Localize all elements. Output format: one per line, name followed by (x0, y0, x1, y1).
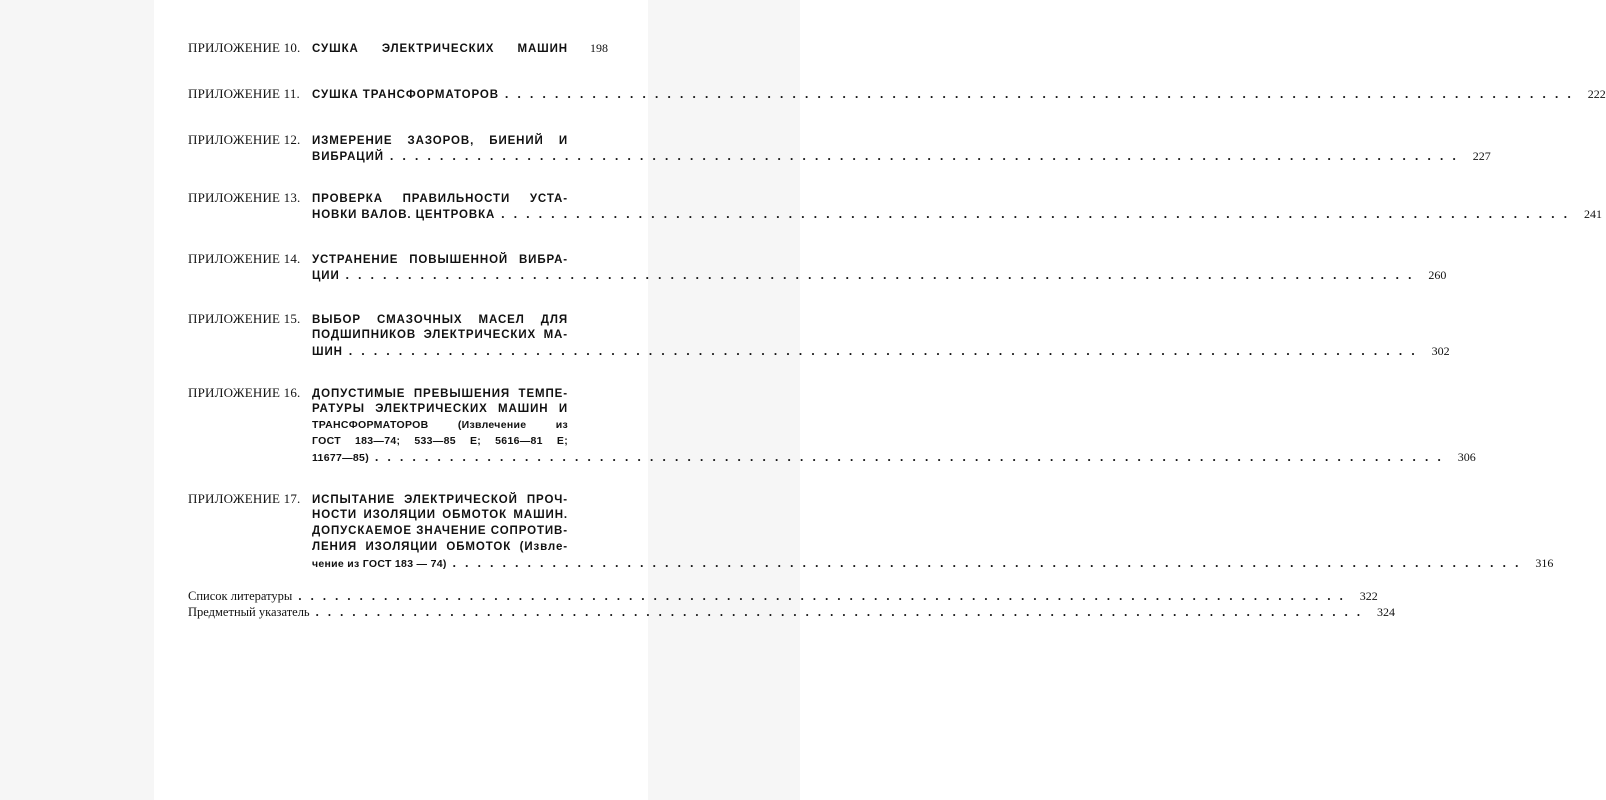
page-number: 324 (1377, 605, 1396, 619)
dot-leader (501, 206, 1570, 222)
appendix-label: ПРИЛОЖЕНИЕ 15. (188, 311, 301, 326)
entry-title-line: ДОПУСКАЕМОЕ ЗНАЧЕНИЕ СОПРОТИВ- (312, 525, 568, 537)
toc-entry-10[interactable] (188, 40, 608, 56)
entry-title-line: ЛЕНИЯ ИЗОЛЯЦИИ ОБМОТОК (Извле- (312, 541, 568, 553)
page-number: 227 (1472, 149, 1491, 163)
page-number: 322 (1359, 589, 1378, 603)
entry-title-line: ПРОВЕРКА ПРАВИЛЬНОСТИ УСТА- (312, 193, 568, 205)
entry-title-line: ВИБРАЦИЙ (312, 151, 384, 163)
appendix-label: ПРИЛОЖЕНИЕ 17. (188, 491, 301, 506)
appendix-label: ПРИЛОЖЕНИЕ 13. (188, 190, 301, 205)
page-margin-right (648, 0, 800, 800)
toc-misc-list (188, 588, 1396, 620)
appendix-label: ПРИЛОЖЕНИЕ 12. (188, 132, 301, 147)
entry-title-line: ИСПЫТАНИЕ ЭЛЕКТРИЧЕСКОЙ ПРОЧ- (312, 494, 568, 506)
entry-title-line: НОСТИ ИЗОЛЯЦИИ ОБМОТОК МАШИН. (312, 509, 568, 521)
page-number: 306 (1457, 450, 1476, 464)
dot-leader (316, 604, 1363, 620)
toc-entry-15[interactable] (188, 311, 1450, 359)
dot-leader (349, 343, 1418, 359)
dot-leader (390, 148, 1459, 164)
appendix-label: ПРИЛОЖЕНИЕ 10. (188, 40, 301, 55)
toc-entry-14[interactable] (188, 251, 1447, 283)
entry-title-line: СУШКА ТРАНСФОРМАТОРОВ (312, 89, 499, 101)
entry-title-line: ТРАНСФОРМАТОРОВ (Извлечение из (312, 419, 568, 431)
toc-entry-16[interactable] (188, 385, 1476, 465)
dot-leader (298, 588, 1345, 604)
entry-title-line: РАТУРЫ ЭЛЕКТРИЧЕСКИХ МАШИН И (312, 403, 568, 415)
entry-title-line: ГОСТ 183—74; 533—85 Е; 5616—81 Е; (312, 435, 568, 447)
page-number: 198 (590, 41, 608, 55)
appendix-label: ПРИЛОЖЕНИЕ 14. (188, 251, 301, 266)
toc-entry-17[interactable] (188, 491, 1554, 571)
toc-entry-12[interactable] (188, 132, 1491, 164)
entry-title-line: чение из ГОСТ 183 — 74) (312, 558, 447, 570)
dot-leader (505, 86, 1574, 102)
entry-title-line: ИЗМЕРЕНИЕ ЗАЗОРОВ, БИЕНИЙ И (312, 135, 568, 147)
entry-title-line: ШИН (312, 346, 343, 358)
toc-entry-13[interactable] (188, 190, 1602, 222)
dot-leader (346, 267, 1415, 283)
toc-entry-subject-index[interactable] (188, 604, 1396, 620)
entry-title-line: УСТРАНЕНИЕ ПОВЫШЕННОЙ ВИБРА- (312, 254, 568, 266)
page-margin-left (0, 0, 154, 800)
appendix-label: ПРИЛОЖЕНИЕ 16. (188, 385, 301, 400)
appendix-label: ПРИЛОЖЕНИЕ 11. (188, 86, 301, 101)
dot-leader (375, 449, 1444, 465)
page-number: 222 (1587, 87, 1606, 101)
dot-leader (453, 555, 1522, 571)
entry-title-line: ПОДШИПНИКОВ ЭЛЕКТРИЧЕСКИХ МА- (312, 329, 568, 341)
entry-title-line: ВЫБОР СМАЗОЧНЫХ МАСЕЛ ДЛЯ (312, 314, 568, 326)
page-number: 241 (1583, 207, 1602, 221)
entry-title-line: СУШКА ЭЛЕКТРИЧЕСКИХ МАШИН (312, 43, 568, 55)
page-number: 302 (1431, 344, 1450, 358)
entry-title-line: ЦИИ (312, 270, 340, 282)
page-number: 316 (1535, 556, 1554, 570)
toc-entry-11[interactable] (188, 86, 1606, 102)
toc-entry-bibliography[interactable] (188, 588, 1378, 604)
entry-title-line: НОВКИ ВАЛОВ. ЦЕНТРОВКА (312, 209, 496, 221)
entry-label: Список литературы (188, 589, 293, 603)
entry-title-line: ДОПУСТИМЫЕ ПРЕВЫШЕНИЯ ТЕМПЕ- (312, 388, 568, 400)
page-number: 260 (1428, 268, 1447, 282)
entry-label: Предметный указатель (188, 605, 310, 619)
entry-title-line: 11677—85) (312, 452, 369, 464)
